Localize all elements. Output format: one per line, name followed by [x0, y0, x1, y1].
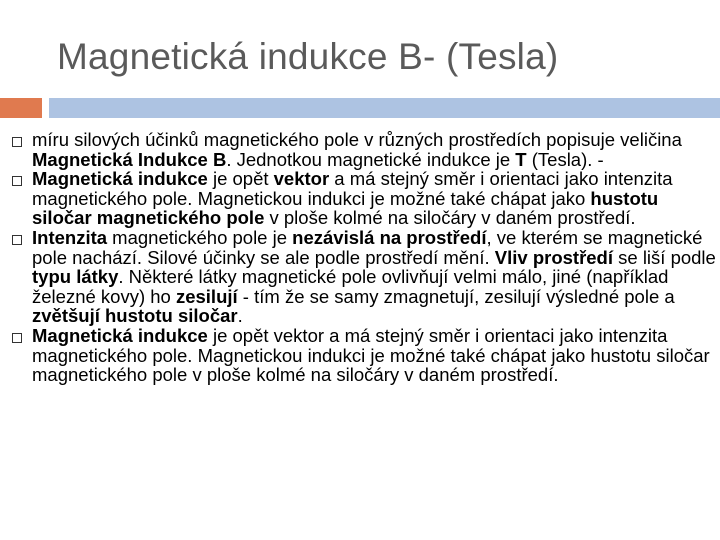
square-bullet-icon: [12, 235, 22, 245]
bullet-item: [6, 326, 716, 385]
bullet-item: [6, 169, 716, 228]
bullet-item: [6, 130, 716, 169]
bullet-text: míru silových účinků magnetického pole v různých prostředích popisuje veličina Magnetická Indukce B. Jednotkou magnetické indukce je T (Tesla). -: [32, 129, 682, 170]
square-bullet-icon: [12, 176, 22, 186]
bullet-text: Magnetická indukce je opět vektor a má stejný směr i orientaci jako intenzita magnetického pole. Magnetickou indukci je možné také chápat jako hustotu siločar magnetického pole v ploše kolmé na siločáry v daném prostředí.: [32, 168, 673, 229]
accent-bar-orange: [0, 98, 42, 118]
bullet-text: Magnetická indukce je opět vektor a má stejný směr i orientaci jako intenzita magnetického pole. Magnetickou indukci je možné také chápat jako hustotu siločar magnetického pole v ploše kolmé na siločáry v daném prostředí.: [32, 324, 710, 386]
slide-title: Magnetická indukce B- (Tesla): [57, 36, 559, 77]
square-bullet-icon: [12, 333, 22, 343]
bullet-item: [6, 228, 716, 326]
accent-bar-blue: [49, 98, 720, 118]
bullet-list: [6, 130, 716, 385]
bullet-text: Intenzita magnetického pole je nezávislá na prostředí, ve kterém se magnetické pole nachází. Silové účinky se ale podle prostředí mění. Vliv prostředí se liší podle typu látky. Některé látky magnetické pole ovlivňují velmi málo, jiné (například železné kovy) ho zesilují - tím že se samy zmagnetují, zesilují výsledné pole a zvětšují hustotu siločar.: [32, 226, 716, 327]
square-bullet-icon: [12, 137, 22, 147]
